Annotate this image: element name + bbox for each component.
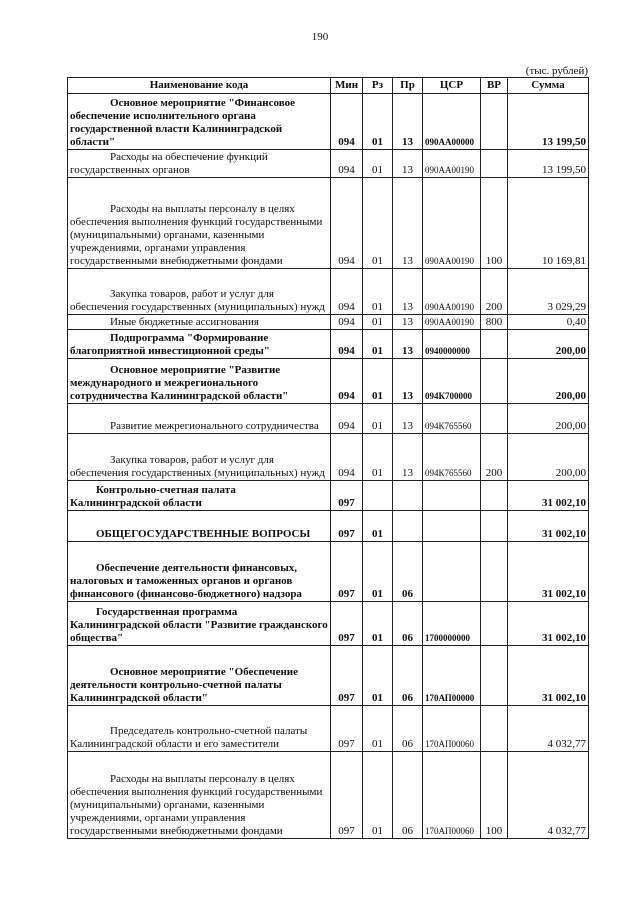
table-row: [68, 602, 589, 646]
row-rz: 01: [363, 269, 393, 315]
row-rz: 01: [363, 150, 393, 178]
row-pr: 06: [393, 602, 423, 646]
table-row: [68, 178, 589, 269]
table-row: [68, 646, 589, 706]
row-pr: 13: [393, 359, 423, 404]
row-sum: 31 002,10: [508, 646, 589, 706]
row-name-text: Расходы на обеспечение функций государственных органов: [70, 151, 268, 176]
row-pr: 13: [393, 315, 423, 330]
budget-table: [67, 77, 589, 839]
row-name: [68, 511, 331, 542]
row-rz: 01: [363, 752, 393, 839]
row-min: 094: [331, 94, 363, 150]
row-vr: 200: [481, 269, 508, 315]
row-min: 097: [331, 481, 363, 511]
col-header-min: Мин: [331, 78, 363, 94]
table-row: [68, 404, 589, 434]
row-rz: [363, 481, 393, 511]
row-csr: 0940000000: [423, 330, 481, 359]
row-name: [68, 150, 331, 178]
row-sum: 200,00: [508, 330, 589, 359]
row-name: [68, 359, 331, 404]
row-sum: 31 002,10: [508, 481, 589, 511]
row-vr: [481, 404, 508, 434]
row-csr: 090АА00190: [423, 315, 481, 330]
row-name-text: Расходы на выплаты персоналу в целях обеспечения выполнения функций государственными (муниципальными) органами, казенными учреждениями, органами управления государственными внебюджетными фондами: [70, 203, 323, 267]
row-name-text: Основное мероприятие "Развитие международного и межрегионального сотрудничества Калининградской области": [70, 364, 289, 402]
row-csr: 170АП00000: [423, 646, 481, 706]
row-name: [68, 542, 331, 602]
row-csr: 090АА00190: [423, 178, 481, 269]
row-sum: 4 032,77: [508, 706, 589, 752]
row-rz: 01: [363, 706, 393, 752]
table-row: [68, 315, 589, 330]
row-pr: 06: [393, 706, 423, 752]
row-csr: 170АП00060: [423, 752, 481, 839]
row-name-text: Обеспечение деятельности финансовых, налоговых и таможенных органов и органов финансового (финансово-бюджетного) надзора: [70, 562, 302, 600]
row-vr: [481, 330, 508, 359]
row-vr: [481, 150, 508, 178]
row-min: 097: [331, 706, 363, 752]
row-sum: 0,40: [508, 315, 589, 330]
row-csr: 094К765560: [423, 434, 481, 481]
row-pr: 06: [393, 752, 423, 839]
row-csr: 090АА00190: [423, 150, 481, 178]
row-name-text: Закупка товаров, работ и услуг для обеспечения государственных (муниципальных) нужд: [70, 288, 325, 313]
row-min: 094: [331, 359, 363, 404]
row-csr: 094К765560: [423, 404, 481, 434]
table-row: [68, 706, 589, 752]
row-csr: 090АА00190: [423, 269, 481, 315]
row-csr: 170АП00060: [423, 706, 481, 752]
row-pr: 13: [393, 178, 423, 269]
row-rz: 01: [363, 404, 393, 434]
row-csr: 1700000000: [423, 602, 481, 646]
row-name: [68, 178, 331, 269]
row-name: [68, 646, 331, 706]
row-vr: 100: [481, 752, 508, 839]
row-vr: [481, 481, 508, 511]
row-min: 094: [331, 434, 363, 481]
row-name-text: Контрольно-счетная палата Калининградской области: [70, 484, 236, 509]
row-name-text: Государственная программа Калининградской области "Развитие гражданского общества": [70, 606, 328, 644]
unit-label: (тыс. рублей): [525, 65, 588, 77]
row-name-text: Закупка товаров, работ и услуг для обеспечения государственных (муниципальных) нужд: [70, 454, 325, 479]
row-csr: 090АА00000: [423, 94, 481, 150]
page-number: 190: [311, 31, 329, 43]
row-rz: 01: [363, 94, 393, 150]
row-sum: 200,00: [508, 359, 589, 404]
row-csr: [423, 481, 481, 511]
row-vr: [481, 602, 508, 646]
row-sum: 3 029,29: [508, 269, 589, 315]
row-min: 094: [331, 404, 363, 434]
row-pr: 13: [393, 269, 423, 315]
row-min: 094: [331, 150, 363, 178]
row-sum: 13 199,50: [508, 94, 589, 150]
row-sum: 10 169,81: [508, 178, 589, 269]
row-sum: 13 199,50: [508, 150, 589, 178]
row-sum: 4 032,77: [508, 752, 589, 839]
row-pr: [393, 481, 423, 511]
row-min: 094: [331, 315, 363, 330]
row-rz: 01: [363, 315, 393, 330]
table-row: [68, 269, 589, 315]
table-row: [68, 434, 589, 481]
row-rz: 01: [363, 646, 393, 706]
row-name-text: Председатель контрольно-счетной палаты Калининградской области и его заместители: [70, 725, 308, 750]
row-name-text: Развитие межрегионального сотрудничества: [110, 420, 319, 432]
row-min: 097: [331, 646, 363, 706]
row-name: [68, 315, 331, 330]
row-sum: 31 002,10: [508, 602, 589, 646]
row-name-text: Иные бюджетные ассигнования: [110, 316, 259, 328]
row-name: [68, 94, 331, 150]
row-rz: 01: [363, 178, 393, 269]
row-pr: 13: [393, 404, 423, 434]
row-name: [68, 330, 331, 359]
row-pr: 06: [393, 542, 423, 602]
row-min: 097: [331, 602, 363, 646]
row-name: [68, 481, 331, 511]
col-header-vr: ВР: [481, 78, 508, 94]
row-rz: 01: [363, 434, 393, 481]
table-row: [68, 511, 589, 542]
row-name: [68, 434, 331, 481]
row-vr: [481, 646, 508, 706]
row-vr: [481, 94, 508, 150]
row-pr: 06: [393, 646, 423, 706]
table-row: [68, 542, 589, 602]
row-sum: 200,00: [508, 434, 589, 481]
row-csr: 094К700000: [423, 359, 481, 404]
row-vr: [481, 359, 508, 404]
row-min: 097: [331, 542, 363, 602]
row-min: 097: [331, 511, 363, 542]
row-vr: [481, 706, 508, 752]
col-header-pr: Пр: [393, 78, 423, 94]
table-row: [68, 330, 589, 359]
row-csr: [423, 542, 481, 602]
row-name: [68, 269, 331, 315]
row-sum: 31 002,10: [508, 542, 589, 602]
row-name: [68, 404, 331, 434]
row-rz: 01: [363, 511, 393, 542]
col-header-rz: Рз: [363, 78, 393, 94]
table-row: [68, 481, 589, 511]
col-header-csr: ЦСР: [423, 78, 481, 94]
row-vr: [481, 511, 508, 542]
row-pr: 13: [393, 330, 423, 359]
table-row: [68, 150, 589, 178]
table-row: [68, 359, 589, 404]
row-vr: 100: [481, 178, 508, 269]
row-min: 094: [331, 178, 363, 269]
row-sum: 31 002,10: [508, 511, 589, 542]
row-name-text: ОБЩЕГОСУДАРСТВЕННЫЕ ВОПРОСЫ: [96, 528, 311, 540]
row-pr: 13: [393, 94, 423, 150]
row-name-text: Расходы на выплаты персоналу в целях обеспечения выполнения функций государственными (муниципальными) органами, казенными учреждениями, органами управления государственными внебюджетными фондами: [70, 773, 323, 837]
row-name-text: Основное мероприятие "Обеспечение деятельности контрольно-счетной палаты Калининградской области": [70, 666, 299, 704]
table-header-row: [68, 78, 589, 94]
row-min: 094: [331, 269, 363, 315]
row-rz: 01: [363, 542, 393, 602]
col-header-name: Наименование кода: [68, 78, 331, 94]
row-min: 094: [331, 330, 363, 359]
table-row: [68, 94, 589, 150]
col-header-sum: Сумма: [508, 78, 589, 94]
row-min: 097: [331, 752, 363, 839]
row-vr: 200: [481, 434, 508, 481]
row-pr: [393, 511, 423, 542]
table-row: [68, 752, 589, 839]
row-csr: [423, 511, 481, 542]
row-name-text: Основное мероприятие "Финансовое обеспечение исполнительного органа государственной власти Калининградской области": [70, 97, 295, 148]
row-rz: 01: [363, 359, 393, 404]
row-vr: [481, 542, 508, 602]
row-pr: 13: [393, 434, 423, 481]
row-pr: 13: [393, 150, 423, 178]
row-rz: 01: [363, 330, 393, 359]
row-name-text: Подпрограмма "Формирование благоприятной инвестиционной среды": [70, 332, 270, 357]
row-name: [68, 752, 331, 839]
row-name: [68, 602, 331, 646]
row-sum: 200,00: [508, 404, 589, 434]
row-rz: 01: [363, 602, 393, 646]
row-name: [68, 706, 331, 752]
row-vr: 800: [481, 315, 508, 330]
